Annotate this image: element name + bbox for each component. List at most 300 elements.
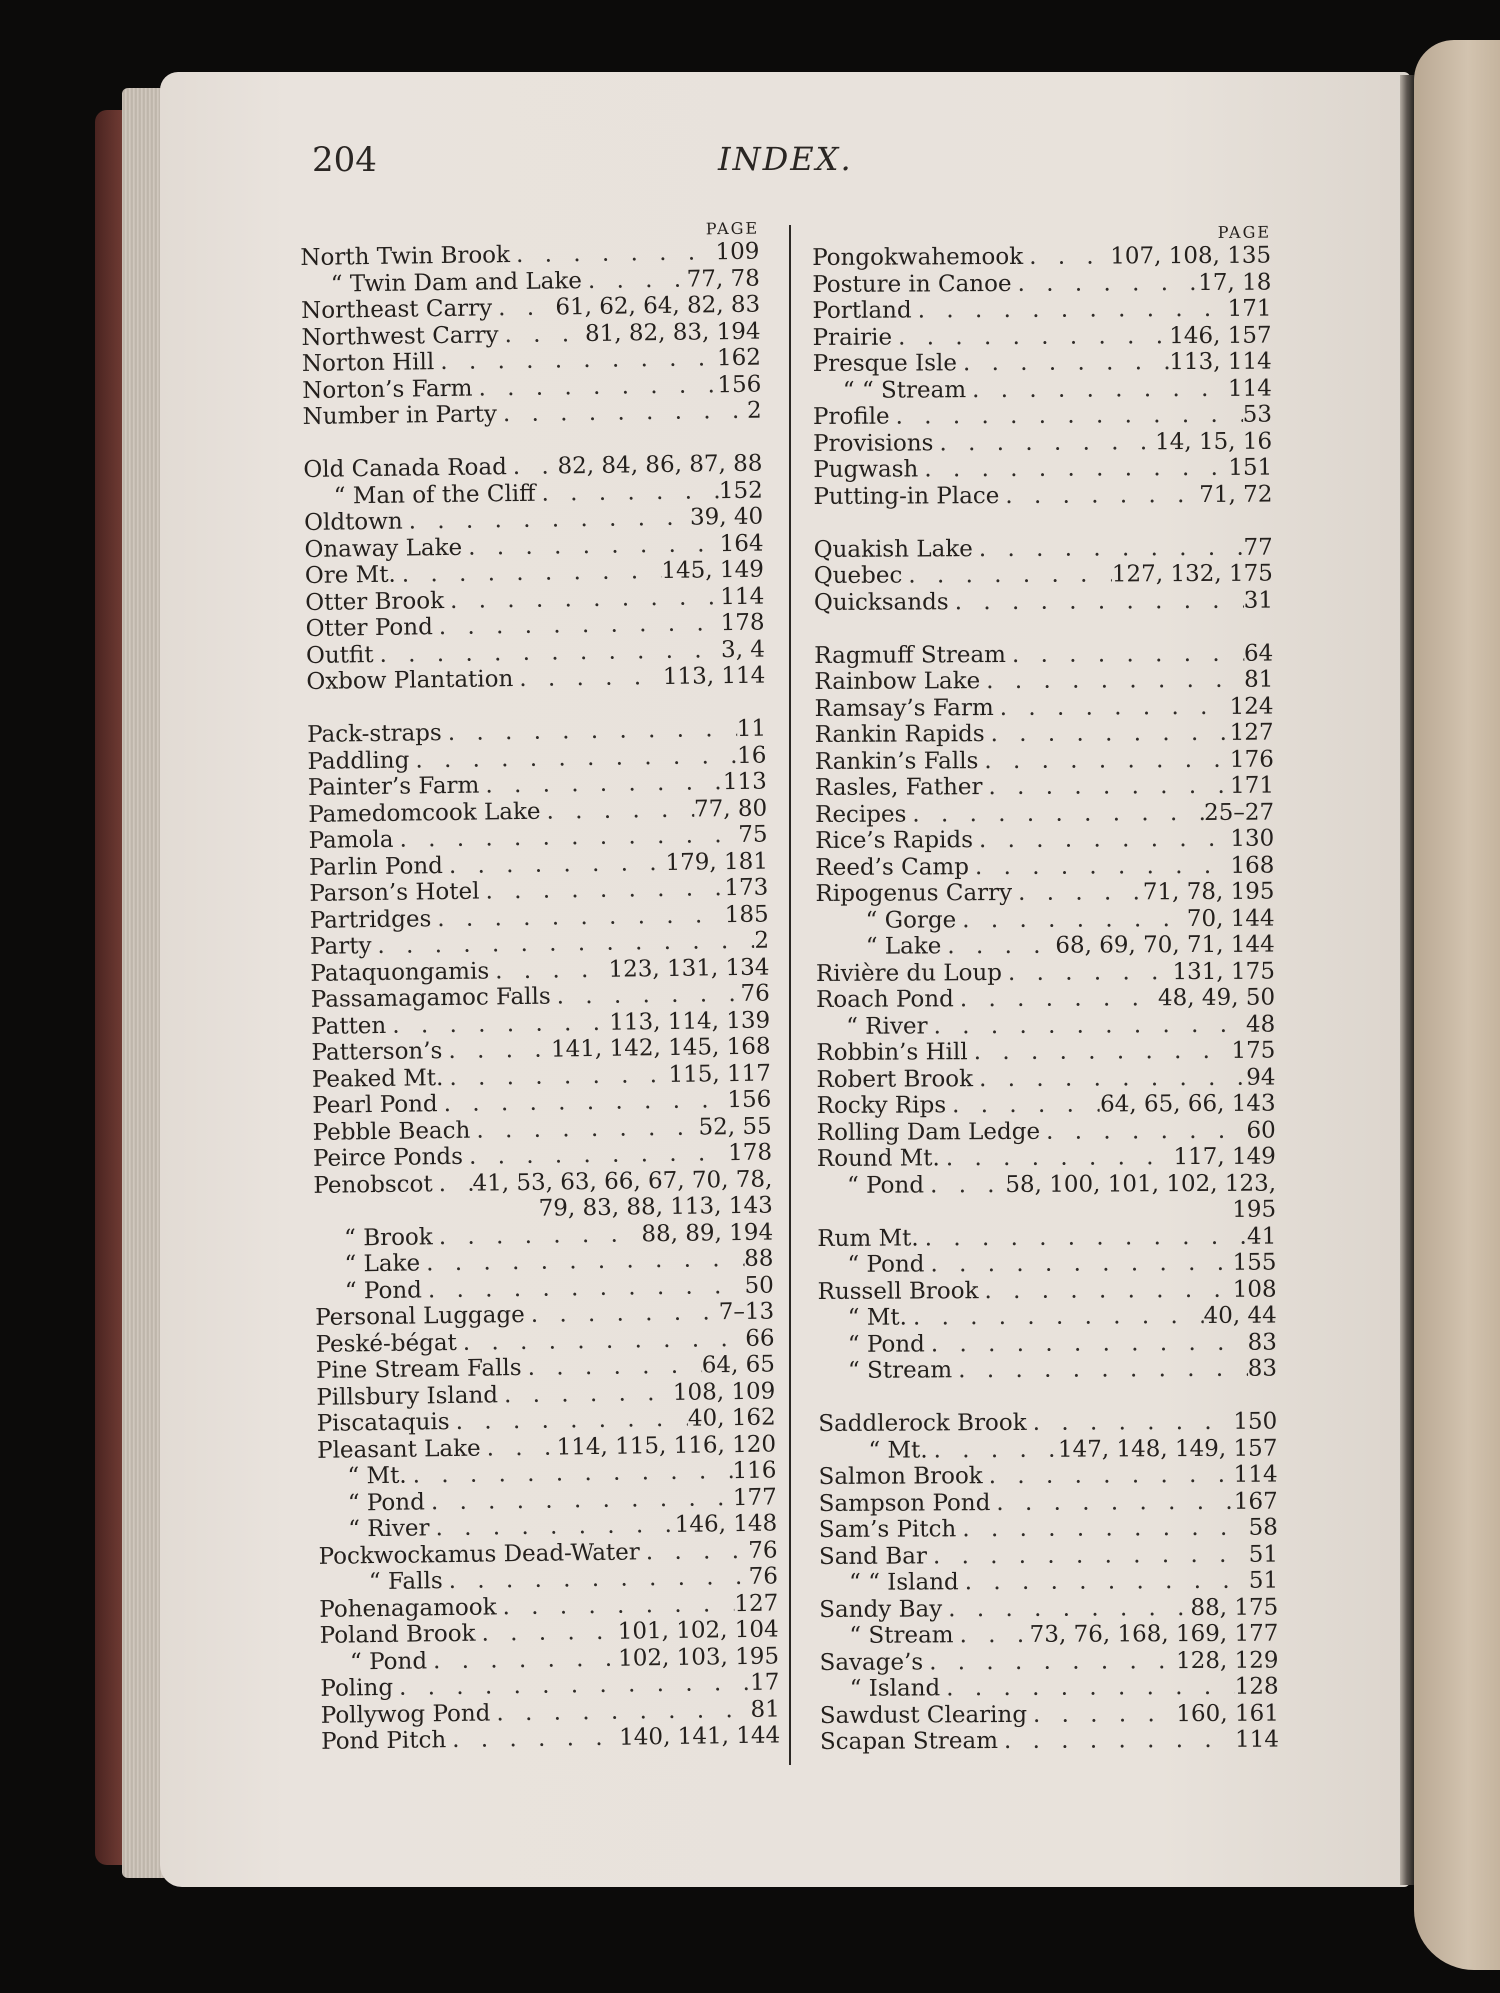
entry-pages: 17, 18 — [1198, 269, 1272, 296]
index-entry — [814, 587, 1279, 616]
entry-term: “ Pond — [847, 1330, 925, 1358]
entry-pages: 76 — [740, 980, 770, 1007]
entry-pages: 128 — [1234, 1673, 1279, 1700]
entry-term: Ragmuff Stream — [814, 641, 1007, 669]
entry-pages: 51 — [1248, 1567, 1279, 1594]
leader-dots — [940, 1674, 1235, 1702]
entry-term: Patterson’s — [311, 1038, 443, 1066]
index-entries-left — [300, 239, 786, 1756]
leader-dots — [1027, 1409, 1234, 1437]
leader-dots — [490, 1696, 750, 1726]
index-entry — [818, 1462, 1283, 1491]
entry-pages: 70, 144 — [1186, 905, 1275, 932]
entry-term: “ Man of the Cliff — [333, 480, 536, 510]
entry-pages: 83 — [1247, 1329, 1277, 1356]
entry-term: Otter Brook — [305, 587, 445, 616]
index-entry — [815, 826, 1280, 855]
index-entry — [817, 1170, 1282, 1199]
entry-term: Northwest Carry — [301, 321, 499, 351]
entry-pages: 168 — [1230, 852, 1275, 879]
entry-term: Pine Stream Falls — [315, 1355, 522, 1384]
entry-term: “ Falls — [368, 1568, 443, 1596]
index-entry — [819, 1594, 1284, 1623]
entry-term: Outfit — [305, 641, 374, 669]
section-gap — [814, 614, 1279, 643]
leader-dots — [985, 720, 1230, 748]
entry-pages: 107, 108, 135 — [1110, 242, 1272, 270]
entry-pages: 66 — [745, 1324, 775, 1352]
entry-pages: 108 — [1232, 1276, 1277, 1303]
leader-dots — [902, 561, 1112, 589]
leader-dots — [907, 1303, 1204, 1331]
entry-term: Pockwockamus Dead-Water — [318, 1538, 640, 1570]
entry-pages: 109 — [715, 238, 760, 266]
index-entry — [813, 428, 1278, 457]
index-entry — [818, 1435, 1283, 1464]
index-entry — [818, 1329, 1283, 1358]
leader-dots — [982, 773, 1230, 801]
entry-pages: 177 — [732, 1483, 777, 1511]
leader-dots — [479, 769, 723, 799]
entry-term: “ Lake — [344, 1250, 421, 1278]
entry-pages: 77 — [1243, 534, 1273, 561]
index-entry — [816, 905, 1281, 934]
entry-pages: 160, 161 — [1176, 1700, 1279, 1727]
entry-term: Sampson Pond — [818, 1489, 991, 1517]
leader-dots — [396, 558, 662, 588]
leader-dots — [983, 1462, 1234, 1490]
entry-pages: 175 — [1231, 1037, 1276, 1064]
entry-term: Poland Brook — [319, 1620, 476, 1649]
entry-term: Scapan Stream — [819, 1728, 999, 1755]
leader-dots — [924, 1172, 1005, 1199]
leader-dots — [998, 1727, 1235, 1755]
index-entry-continuation — [817, 1197, 1282, 1226]
entry-pages: 79, 83, 88, 113, 143 — [538, 1192, 773, 1222]
entry-pages: 114 — [1233, 1461, 1278, 1488]
index-entry — [816, 985, 1281, 1014]
page-number: 204 — [312, 140, 377, 180]
entry-term: “ River — [846, 1012, 928, 1040]
entry-term: Pillsbury Island — [316, 1381, 499, 1411]
leader-dots — [928, 1436, 1058, 1463]
entry-pages: 58 — [1248, 1514, 1278, 1541]
entry-term: Parlin Pond — [308, 852, 444, 881]
index-entry — [819, 1488, 1284, 1517]
entry-pages: 64, 65, 66, 143 — [1099, 1090, 1276, 1118]
index-entry — [817, 1223, 1282, 1252]
entry-pages: 76 — [748, 1536, 778, 1564]
entry-term: Onaway Lake — [304, 534, 463, 563]
leader-dots — [525, 1299, 719, 1328]
entry-term: Pebble Beach — [312, 1117, 471, 1146]
index-entry — [815, 746, 1280, 775]
entry-pages: 131, 175 — [1172, 958, 1275, 985]
leader-dots — [946, 1092, 1100, 1119]
entry-pages: 14, 15, 16 — [1155, 428, 1273, 455]
entry-term: Quakish Lake — [813, 535, 973, 563]
book-gutter — [1400, 75, 1414, 1885]
leader-dots — [940, 1144, 1174, 1172]
leader-dots — [462, 531, 720, 561]
index-entry — [816, 1064, 1281, 1093]
leader-dots — [431, 902, 725, 933]
leader-dots — [956, 1515, 1248, 1543]
entry-pages: 147, 148, 149, 157 — [1057, 1435, 1278, 1463]
entry-term: Portland — [812, 297, 912, 324]
leader-dots — [433, 610, 721, 641]
entry-term: North Twin Brook — [300, 242, 511, 271]
entry-pages: 2 — [754, 927, 770, 954]
entry-term: Pollywog Pond — [320, 1699, 491, 1729]
entry-term: Saddlerock Brook — [818, 1409, 1027, 1437]
entry-pages: 178 — [720, 609, 765, 637]
entry-term: “ “ Island — [849, 1569, 959, 1596]
entry-pages: 48 — [1245, 1011, 1276, 1038]
entry-term: Number in Party — [302, 401, 498, 430]
entry-term: Patten — [311, 1012, 387, 1040]
entry-term: “ Pond — [846, 1171, 925, 1199]
entry-term: Peaked Mt. — [311, 1064, 444, 1093]
leader-dots — [957, 349, 1170, 377]
index-entry — [819, 1568, 1284, 1597]
leader-dots — [1002, 959, 1173, 986]
entry-pages: 73, 76, 168, 169, 177 — [1029, 1620, 1279, 1648]
leader-dots — [497, 398, 747, 428]
index-entry — [814, 561, 1279, 590]
entry-pages: 167 — [1233, 1488, 1278, 1515]
entry-pages: 156 — [727, 1086, 772, 1114]
leader-dots — [966, 375, 1228, 403]
leader-dots — [1027, 1701, 1176, 1728]
leader-dots — [892, 323, 1169, 351]
entry-pages: 146, 148 — [674, 1510, 778, 1538]
entry-term: Rivière du Loup — [815, 959, 1003, 987]
entry-pages: 41 — [1246, 1223, 1277, 1250]
entry-pages: 25–27 — [1203, 799, 1275, 826]
entry-term: Recipes — [815, 801, 907, 828]
entry-term: Round Mt. — [816, 1145, 940, 1172]
entry-pages: 145, 149 — [661, 556, 765, 584]
entry-pages: 83 — [1247, 1355, 1278, 1382]
index-entry — [819, 1647, 1284, 1676]
entry-term: Pamedomcook Lake — [308, 798, 541, 828]
entry-term: Robbin’s Hill — [816, 1039, 968, 1066]
entry-pages: 94 — [1246, 1064, 1276, 1091]
entry-term: Paddling — [307, 747, 410, 775]
entry-pages: 127 — [734, 1589, 779, 1617]
leader-dots — [980, 667, 1244, 695]
entry-term: “ Mt. — [868, 1436, 928, 1464]
entry-term: Piscataquis — [316, 1409, 450, 1437]
entry-term: “ Mt. — [847, 1304, 907, 1331]
entry-term: Provisions — [813, 429, 934, 457]
entry-term: “ Pond — [347, 1488, 426, 1516]
entry-term: Parson’s Hotel — [309, 878, 480, 907]
leader-dots — [475, 1619, 618, 1647]
leader-dots — [443, 849, 666, 879]
leader-dots — [510, 239, 716, 268]
entry-pages: 75 — [738, 821, 768, 848]
entry-term: Personal Luggage — [315, 1301, 525, 1331]
entry-pages: 76 — [748, 1563, 779, 1590]
leader-dots — [535, 478, 719, 507]
page-column-heading: PAGE — [705, 218, 760, 239]
entry-pages: 113, 114, 139 — [609, 1007, 771, 1036]
entry-pages: 71, 72 — [1199, 481, 1273, 508]
leader-dots — [969, 852, 1231, 880]
entry-pages: 130 — [1230, 825, 1275, 852]
leader-dots — [1012, 879, 1143, 906]
entry-term: Rainbow Lake — [814, 668, 981, 695]
index-entry — [817, 1091, 1282, 1120]
entry-pages: 113, 114 — [1169, 348, 1272, 376]
leader-dots — [492, 294, 556, 321]
leader-dots — [954, 1622, 1030, 1649]
index-entry — [820, 1700, 1285, 1729]
leader-dots — [442, 1037, 551, 1065]
index-entry — [816, 1038, 1281, 1067]
leader-dots — [437, 1087, 727, 1118]
entry-term: Ore Mt. — [304, 561, 396, 589]
leader-dots — [912, 296, 1228, 324]
entry-term: Pond Pitch — [320, 1727, 447, 1755]
leader-dots — [919, 1223, 1247, 1251]
entry-pages: 152 — [718, 477, 763, 504]
leader-dots — [457, 1325, 746, 1356]
leader-dots — [498, 321, 585, 349]
entry-pages: 116 — [732, 1457, 777, 1485]
entry-term: Oxbow Plantation — [306, 666, 514, 695]
index-entry — [816, 958, 1281, 987]
leader-dots — [927, 1541, 1249, 1569]
entry-term: “ Mt. — [347, 1462, 407, 1490]
leader-dots — [990, 1488, 1234, 1516]
entry-term: Salmon Brook — [818, 1463, 983, 1490]
index-column-right — [812, 223, 1285, 1756]
index-entry — [818, 1276, 1283, 1305]
entry-term: Rolling Dam Ledge — [816, 1118, 1041, 1146]
entry-term: “ Pond — [847, 1251, 925, 1278]
entry-pages: 41, 53, 63, 66, 67, 70, 78, — [472, 1165, 773, 1197]
page-column-heading: PAGE — [1217, 222, 1272, 242]
index-entry — [814, 534, 1279, 563]
leader-dots — [480, 1434, 556, 1462]
index-entry — [812, 296, 1277, 325]
entry-term: Northeast Carry — [301, 295, 493, 324]
index-entry — [813, 402, 1278, 431]
entry-term: Quicksands — [813, 588, 949, 616]
entry-pages: 176 — [1229, 746, 1274, 773]
leader-dots — [446, 1725, 619, 1754]
entry-term: “ Pond — [344, 1276, 423, 1304]
index-entry — [812, 269, 1277, 298]
entry-pages: 128, 129 — [1176, 1647, 1279, 1674]
entry-term: Quebec — [813, 562, 903, 589]
index-entries-right — [812, 243, 1285, 1756]
index-entry — [819, 1621, 1284, 1650]
entry-term: Pohenagamook — [319, 1593, 497, 1623]
entry-term: Profile — [812, 403, 890, 430]
entry-pages: 113 — [722, 768, 767, 796]
entry-term: Party — [309, 933, 372, 960]
leader-dots — [959, 1568, 1249, 1596]
entry-term: Norton Hill — [301, 349, 435, 377]
entry-term: Otter Pond — [305, 614, 433, 642]
entry-pages: 141, 142, 145, 168 — [550, 1033, 771, 1063]
leader-dots — [923, 1648, 1176, 1676]
entry-pages: 2 — [746, 397, 762, 424]
entry-pages: 102, 103, 195 — [617, 1642, 780, 1672]
leader-dots — [479, 875, 724, 905]
entry-pages: 51 — [1248, 1541, 1279, 1568]
leader-dots — [640, 1537, 749, 1565]
entry-term: Posture in Canoe — [812, 270, 1012, 298]
entry-pages: 151 — [1228, 454, 1273, 481]
index-entry — [814, 640, 1279, 669]
entry-pages: 155 — [1232, 1249, 1277, 1276]
entry-term: Sam’s Pitch — [818, 1516, 957, 1543]
entry-term: Painter’s Farm — [307, 772, 480, 801]
entry-pages: 185 — [724, 901, 769, 928]
leader-dots — [1006, 640, 1244, 668]
entry-term: Norton’s Farm — [302, 375, 473, 404]
entry-term: “ Stream — [849, 1622, 954, 1649]
entry-pages: 50 — [744, 1271, 775, 1299]
index-entry — [817, 1144, 1282, 1173]
entry-pages: 64 — [1243, 640, 1274, 667]
section-gap — [818, 1382, 1283, 1411]
entry-term: Old Canada Road — [303, 454, 508, 483]
entry-term: “ Gorge — [865, 906, 957, 934]
entry-pages: 81 — [750, 1695, 780, 1723]
index-entry — [815, 799, 1280, 828]
entry-pages: 150 — [1233, 1408, 1278, 1435]
index-entry — [820, 1674, 1285, 1703]
leader-dots — [918, 455, 1228, 483]
entry-pages: 101, 102, 104 — [617, 1616, 779, 1645]
page-header — [0, 140, 1500, 190]
entry-pages: 68, 69, 70, 71, 144 — [1055, 931, 1275, 959]
leader-dots — [507, 453, 558, 480]
entry-term: “ Twin Dam and Lake — [330, 267, 583, 298]
leader-dots — [906, 799, 1204, 827]
leader-dots — [470, 1114, 698, 1144]
entry-pages: 31 — [1243, 587, 1274, 614]
index-entry — [818, 1356, 1283, 1385]
leader-dots — [496, 1591, 734, 1621]
entry-pages: 40, 44 — [1203, 1302, 1277, 1329]
entry-pages: 77, 78 — [686, 265, 760, 293]
entry-pages: 3, 4 — [720, 636, 766, 663]
leader-dots — [434, 345, 717, 375]
leader-dots — [443, 1061, 668, 1091]
entry-pages: 60 — [1246, 1117, 1276, 1144]
entry-pages: 48, 49, 50 — [1157, 984, 1276, 1012]
entry-pages: 114, 115, 116, 120 — [556, 1430, 777, 1461]
entry-term: Penobscot — [313, 1170, 433, 1199]
leader-dots — [1023, 243, 1110, 270]
leader-dots — [449, 1406, 688, 1436]
leader-dots — [952, 1356, 1248, 1384]
entry-term: Passamagamoc Falls — [310, 983, 551, 1013]
entry-pages: 39, 40 — [689, 503, 764, 531]
entry-term: “ Island — [849, 1675, 941, 1702]
entry-pages: 114 — [720, 583, 765, 610]
running-title: INDEX. — [718, 140, 853, 178]
entry-pages: 156 — [717, 371, 762, 398]
entry-term: Presque Isle — [812, 350, 957, 377]
leader-dots — [521, 1353, 702, 1382]
index-entry — [813, 455, 1278, 484]
entry-term: Pamola — [308, 826, 394, 854]
index-entry — [819, 1541, 1284, 1570]
entry-term: “ Lake — [865, 933, 942, 960]
leader-dots — [978, 746, 1230, 774]
leader-dots — [978, 1276, 1232, 1304]
entry-term: Ramsay’s Farm — [814, 694, 994, 722]
leader-dots — [968, 1038, 1232, 1066]
entry-term: Pugwash — [813, 456, 919, 483]
index-entry — [814, 693, 1279, 722]
leader-dots — [513, 664, 663, 693]
entry-term: Peské-bégat — [315, 1329, 458, 1358]
entry-term: Ripogenus Carry — [815, 879, 1013, 907]
index-entry — [817, 1250, 1282, 1279]
leader-dots — [994, 693, 1230, 721]
entry-term: Pack-straps — [306, 720, 442, 748]
entry-term: Sawdust Clearing — [819, 1701, 1028, 1729]
leader-dots — [973, 1064, 1246, 1092]
entry-term: Poling — [320, 1674, 394, 1702]
entry-term: Rum Mt. — [817, 1224, 919, 1252]
entry-term: Rocky Rips — [816, 1092, 947, 1119]
index-entry — [818, 1303, 1283, 1332]
entry-term: Robert Brook — [816, 1065, 974, 1093]
leader-dots — [927, 1011, 1246, 1039]
entry-term: Putting-in Place — [813, 482, 1000, 510]
leader-dots — [942, 1595, 1190, 1623]
entry-pages: 123, 131, 134 — [608, 954, 770, 983]
index-entry — [812, 243, 1277, 272]
leader-dots — [432, 1170, 472, 1197]
entry-pages: 171 — [1229, 772, 1275, 799]
leader-dots — [954, 985, 1158, 1013]
entry-pages: 146, 157 — [1169, 322, 1272, 349]
entry-pages: 113, 114 — [662, 662, 766, 690]
leader-dots — [582, 266, 687, 294]
entry-pages: 164 — [719, 530, 764, 557]
entry-pages: 171 — [1227, 295, 1272, 322]
entry-pages: 53 — [1242, 401, 1273, 428]
leader-dots — [941, 933, 1055, 960]
leader-dots — [933, 429, 1155, 457]
entry-pages: 108, 109 — [672, 1377, 776, 1406]
leader-dots — [890, 402, 1243, 430]
leader-dots — [472, 372, 717, 402]
entry-term: Pearl Pond — [312, 1091, 438, 1119]
entry-pages: 88 — [744, 1245, 774, 1272]
entry-pages: 17 — [749, 1669, 780, 1696]
index-entry — [814, 667, 1279, 696]
entry-pages: 117, 149 — [1173, 1143, 1276, 1171]
index-entry — [816, 932, 1281, 961]
entry-pages: 178 — [727, 1139, 773, 1167]
entry-term: Russell Brook — [817, 1277, 979, 1305]
entry-term: Reed’s Camp — [815, 853, 969, 881]
entry-term: “ River — [348, 1515, 430, 1543]
index-entry — [818, 1409, 1283, 1438]
